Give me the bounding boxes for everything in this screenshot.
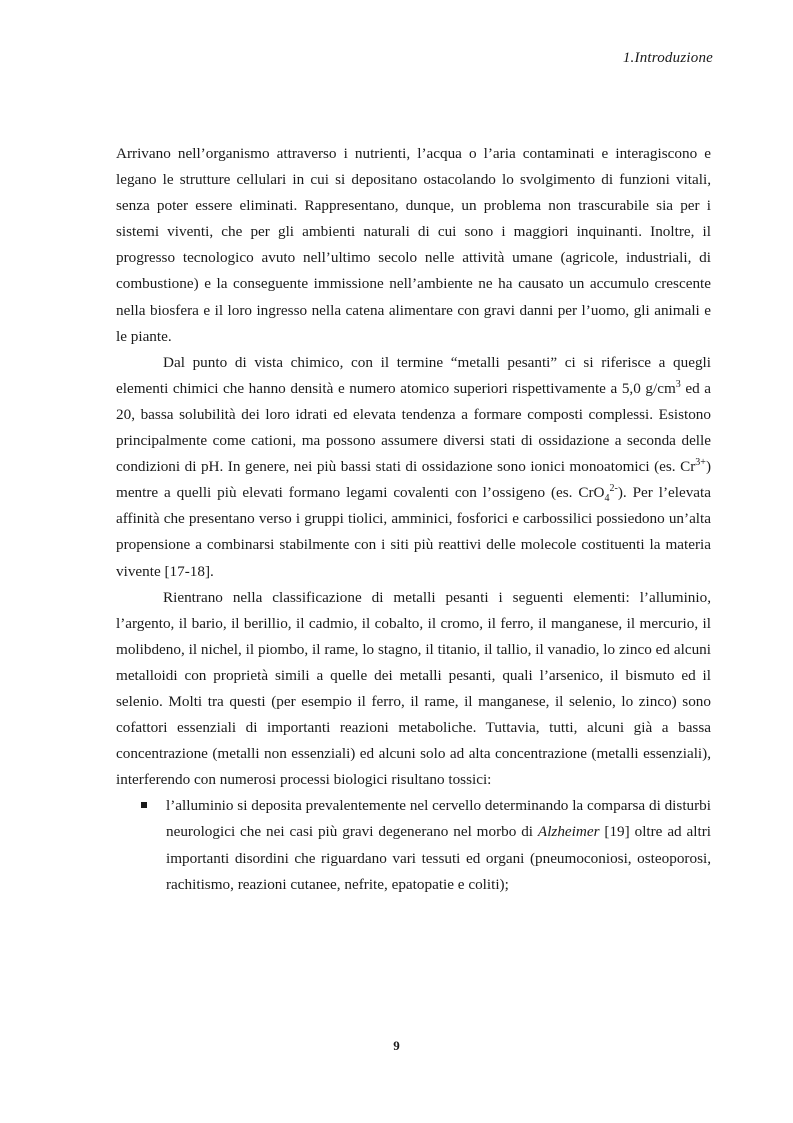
chromium-ion-charge: 3+ (695, 457, 706, 469)
toxicity-list (116, 793, 711, 897)
disease-name-italic: Alzheimer (537, 823, 600, 841)
chromate-charge: 2- (609, 483, 618, 495)
page-body (116, 141, 711, 898)
paragraph-2-part-1: Dal punto di vista chimico, con il termine “metalli pesanti” ci si riferisce a quegli elementi chimici che hanno densità e numero atomico superiori rispettivamente a 5,0 g/cm (116, 353, 711, 397)
running-header-chapter-title: 1.Introduzione (622, 50, 713, 66)
square-bullet-icon (141, 802, 147, 808)
paragraph-3: Rientrano nella classificazione di metalli pesanti i seguenti elementi: l’alluminio, l’argento, il bario, il berillio, il cadmio, il cobalto, il cromo, il ferro, il manganese, il mercurio, il molibdeno, il nichel, il piombo, il rame, lo stagno, il titanio, il tallio, il vanadio, lo zinco ed alcuni metalloidi con proprietà simili a quelle dei metalli pesanti, quali l’arsenico, il bismuto ed il selenio. Molti tra questi (per esempio il ferro, il rame, il manganese, il selenio, lo zinco) sono cofattori essenziali di importanti reazioni metaboliche. Tuttavia, tutti, alcuni già a bassa concentrazione (metalli non essenziali) ed alcuni solo ad alta concentrazione (metalli essenziali), interferendo con numerosi processi biologici risultano tossici: (116, 588, 711, 789)
paragraph-2 (116, 350, 711, 585)
paragraph-1: Arrivano nell’organismo attraverso i nutrienti, l’acqua o l’aria contaminati e interagiscono e legano le strutture cellulari in cui si depositano ostacolando lo svolgimento di funzioni vitali, senza poter essere eliminati. Rappresentano, dunque, un problema non trascurabile sia per i sistemi viventi, che per gli ambienti naturali di cui sono i maggiori inquinanti. Inoltre, il progresso tecnologico avuto nell’ultimo secolo nelle attività umane (agricole, industriali, di combustione) e la conseguente immissione nell’ambiente ne ha causato un accumulo crescente nella biosfera e il loro ingresso nella catena alimentare con gravi danni per l’uomo, gli animali e le piante. (116, 145, 711, 345)
chromate-subscript: 4 (604, 493, 610, 505)
page-number: 9 (393, 1038, 400, 1053)
paragraph-2-part-4: ). Per l’elevata affinità che presentano verso i gruppi tiolici, amminici, fosforici e carbossilici possiedono un’alta propensione a combinarsi stabilmente con i siti più reattivi delle molecole costituenti la materia vivente [17-18]. (116, 484, 712, 580)
list-item-text-after: [19] oltre ad altri importanti disordini che riguardano vari tessuti ed organi (pneumoconiosi, osteoporosi, rachitismo, reazioni cutanee, nefrite, epatopatie e coliti); (166, 823, 711, 893)
list-item-text-before: l’alluminio si deposita prevalentemente nel cervello determinando la comparsa di disturbi neurologici che nei casi più gravi degenerano nel morbo di (166, 797, 711, 841)
density-unit-superscript: 3 (675, 378, 681, 390)
list-item (166, 793, 711, 897)
paragraph-2-part-2: ed a 20, bassa solubilità dei loro idrati ed elevata tendenza a formare composti complessi. Esistono principalmente come cationi, ma possono assumere diversi stati di ossidazione a seconda delle condizioni di pH. In genere, nei più bassi stati di ossidazione sono ionici monoatomici (es. Cr (116, 379, 711, 476)
paragraph-2-part-3: ) mentre a quelli più elevati formano legami covalenti con l’ossigeno (es. CrO (116, 458, 711, 502)
